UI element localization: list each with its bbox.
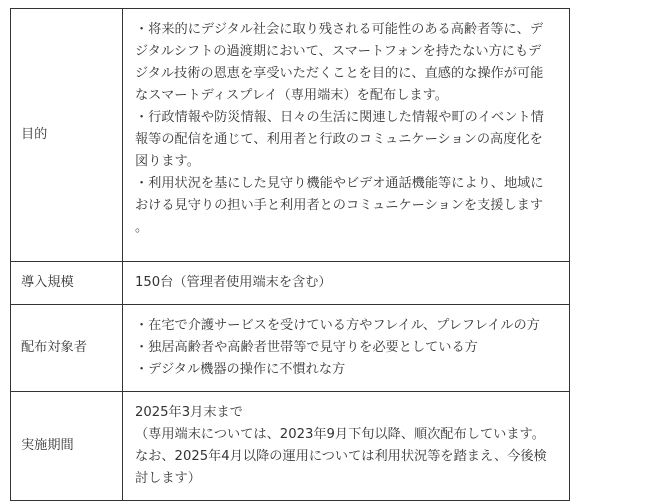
text-line: ジタル技術の恩恵を享受いただくことを目的に、直感的な操作が可能	[135, 66, 544, 81]
row-label-target: 配布対象者	[11, 305, 123, 392]
text-line: なスマートディスプレイ（専用端末）を配布します。	[135, 88, 448, 103]
row-value-period	[123, 392, 570, 501]
row-value-scale	[123, 262, 570, 305]
table-row-target	[11, 305, 570, 392]
text-line: 報等の配信を通じて、利用者と行政のコミュニケーションの高度化を	[135, 132, 543, 147]
text-line: ・在宅で介護サービスを受けている方やフレイル、プレフレイルの方	[135, 318, 540, 333]
text-line: 150台（管理者使用端末を含む）	[135, 275, 332, 290]
text-line: 図ります。	[135, 154, 200, 169]
text-line: ・デジタル機器の操作に不慣れな方	[135, 362, 346, 377]
text-line: ・行政情報や防災情報、日々の生活に関連した情報や町のイベント情	[135, 110, 544, 125]
text-line: 2025年3月末まで	[135, 405, 243, 420]
text-line: ・将来的にデジタル社会に取り残される可能性のある高齢者等に、デ	[135, 22, 544, 37]
text-line: ・独居高齢者や高齢者世帯等で見守りを必要としている方	[135, 340, 478, 355]
table-row-period	[11, 392, 570, 501]
row-label-purpose: 目的	[11, 9, 123, 262]
row-label-scale: 導入規模	[11, 262, 123, 305]
text-line: ・利用状況を基にした見守り機能やビデオ通話機能等により、地域に	[135, 176, 544, 191]
table-row-scale	[11, 262, 570, 305]
row-value-purpose	[123, 9, 570, 262]
row-value-target	[123, 305, 570, 392]
text-line: 討します）	[135, 471, 201, 486]
text-line: ジタルシフトの過渡期において、スマートフォンを持たない方にもデ	[135, 44, 542, 59]
text-line: おける見守りの担い手と利用者とのコミュニケーションを支援します	[135, 198, 544, 213]
table-row-purpose	[11, 9, 570, 262]
info-table	[10, 8, 570, 501]
text-line: なお、2025年4月以降の運用については利用状況等を踏まえ、今後検	[135, 449, 547, 464]
row-label-period: 実施期間	[11, 392, 123, 501]
text-line: 。	[135, 220, 149, 235]
text-line: （専用端末については、2023年9月下旬以降、順次配布しています。	[135, 427, 545, 442]
